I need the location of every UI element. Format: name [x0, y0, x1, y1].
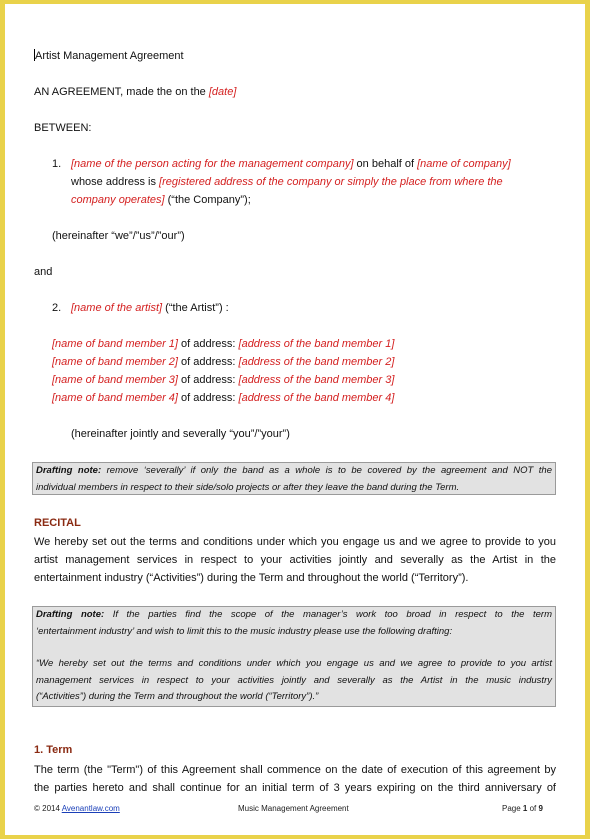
- recital-line: artist management services in respect to your activities jointly and severally as the Artist in the: [34, 554, 556, 566]
- recital-line: entertainment industry (“Activities”) during the Term and throughout the world (“Territory”).: [34, 572, 469, 584]
- footer-site-link[interactable]: Avenantlaw.com: [61, 804, 120, 813]
- footer-doc-title: Music Management Agreement: [238, 804, 349, 813]
- band-member-line: [name of band member 3] of address: [address of the band member 3]: [52, 374, 395, 386]
- party2-line: [name of the artist] (“the Artist”) :: [71, 302, 229, 314]
- note-line: ‘entertainment industry’ and wish to limit this to the music industry please use the following drafting:: [36, 625, 453, 637]
- party2-number: 2.: [52, 302, 62, 314]
- band-member-line: [name of band member 1] of address: [address of the band member 1]: [52, 338, 395, 350]
- footer-page-number: Page 1 of 9: [502, 804, 543, 813]
- term-paragraph: [34, 761, 556, 797]
- note-line: Drafting note: If the parties find the scope of the manager’s work too broad in respect to the term: [36, 609, 552, 620]
- note-line: “We hereby set out the terms and conditions under which you engage us and we agree to provide to you artist: [36, 658, 552, 669]
- band-member-line: [name of band member 4] of address: [address of the band member 4]: [52, 392, 395, 404]
- party1-line2: whose address is [registered address of the company or simply the place from where the: [71, 176, 503, 188]
- intro-line: AN AGREEMENT, made the on the [date]: [34, 86, 237, 98]
- document-page: [5, 4, 585, 835]
- party1-line3: company operates] (“the Company”);: [71, 194, 251, 206]
- note-line: Drafting note: remove ‘severally’ if only the band as a whole is to be covered by the agreement and NOT the: [36, 465, 552, 476]
- note-line: management services in respect to your activities jointly and severally as the Artist in the music industry: [36, 674, 552, 686]
- recital-heading: RECITAL: [34, 517, 81, 529]
- drafting-note-scope: [32, 606, 556, 707]
- party1-line1: [name of the person acting for the management company] on behalf of [name of company]: [71, 158, 511, 170]
- term-line: The term (the "Term") of this Agreement shall commence on the date of execution of this agreement by: [34, 764, 556, 776]
- band-member-line: [name of band member 2] of address: [address of the band member 2]: [52, 356, 395, 368]
- term-line: the parties hereto and shall continue for an initial term of 3 years expiring on the third anniversary of: [34, 782, 556, 794]
- note-line: individual members in respect to their side/solo projects or after they leave the band during the Term.: [36, 481, 460, 493]
- recital-paragraph: [34, 533, 556, 587]
- footer-copyright: © 2014 Avenantlaw.com: [34, 804, 120, 813]
- party1-number: 1.: [52, 158, 62, 170]
- drafting-note-severally: [32, 462, 556, 495]
- recital-line: We hereby set out the terms and conditions under which you engage us and we agree to provide to you: [34, 536, 556, 548]
- note-line: (“Activities”) during the Term and throughout the world (“Territory”).”: [36, 691, 319, 702]
- document-title: Artist Management Agreement: [35, 50, 184, 62]
- between-label: BETWEEN:: [34, 122, 92, 134]
- term-heading: 1. Term: [34, 744, 73, 756]
- and-label: and: [34, 266, 53, 278]
- hereinafter-we: (hereinafter “we”/”us”/”our”): [52, 230, 185, 242]
- hereinafter-you: (hereinafter jointly and severally “you”/”your”): [71, 428, 290, 440]
